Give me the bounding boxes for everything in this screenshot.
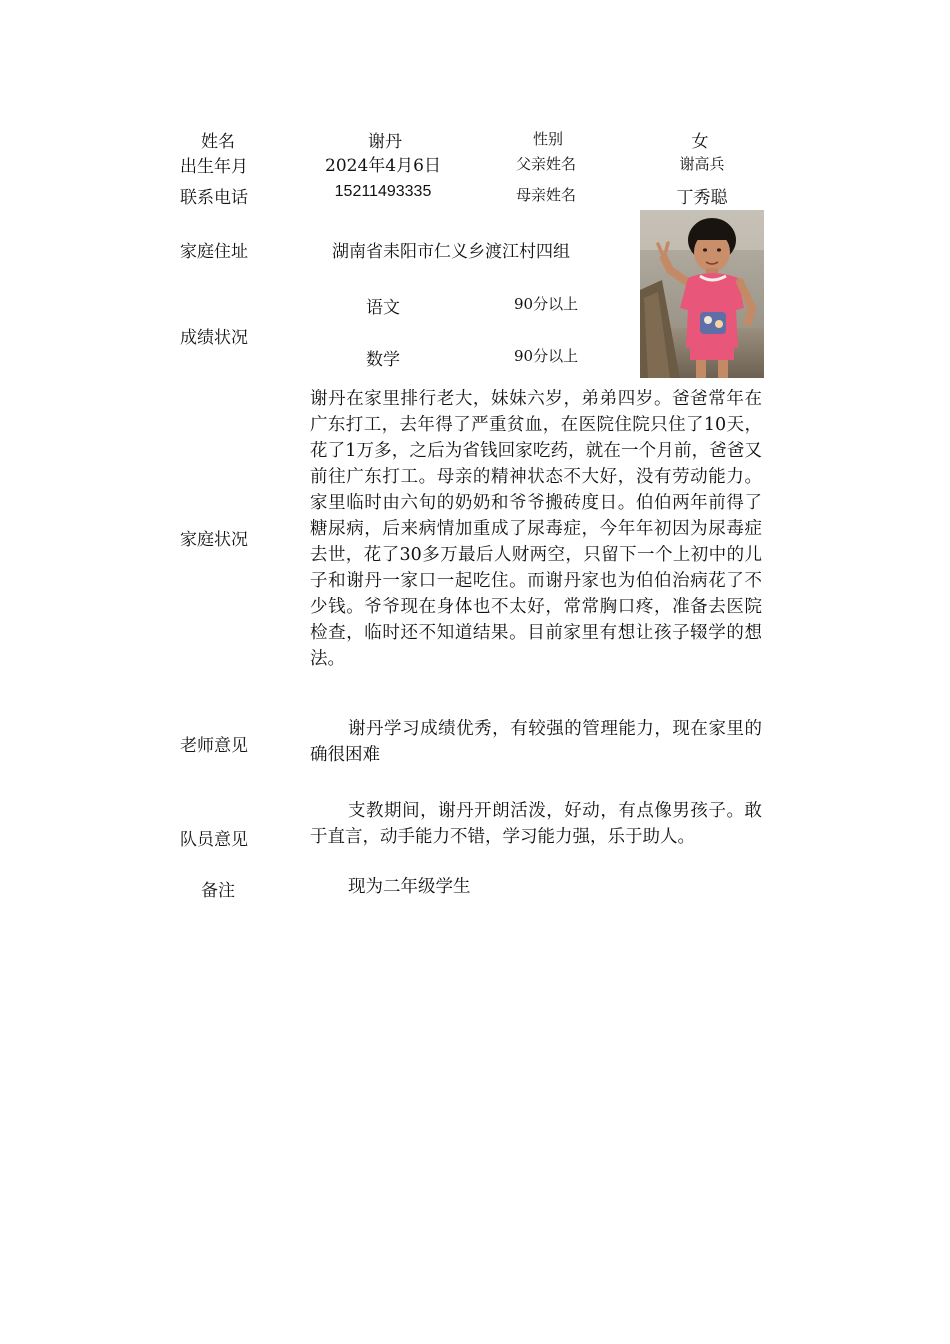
score-chinese: 90分以上 [514, 295, 579, 313]
teacher-text: 谢丹学习成绩优秀，有较强的管理能力，现在家里的确很困难 [310, 719, 762, 765]
mother-label: 母亲姓名 [516, 186, 577, 204]
remarks-label: 备注 [201, 881, 235, 901]
mother-value: 丁秀聪 [676, 188, 728, 208]
family-label: 家庭状况 [180, 530, 248, 550]
address-label: 家庭住址 [180, 242, 248, 262]
birth-label: 出生年月 [180, 157, 248, 177]
father-value: 谢高兵 [679, 155, 725, 173]
family-text: 谢丹在家里排行老大，妹妹六岁，弟弟四岁。爸爸常年在广东打工，去年得了严重贫血，在医院住院只住了10天，花了1万多，之后为省钱回家吃药，就在一个月前，爸爸又前往广东打工。母亲的精神状态不大好，没有劳动能力。家里临时由六旬的奶奶和爷爷搬砖度日。伯伯两年前得了糖尿病，后来病情加重成了尿毒症，今年年初因为尿毒症去世，花了30多万最后人财两空，只留下一个上初中的儿子和谢丹一家口一起吃住。而谢丹家也为伯伯治病花了不少钱。爷爷现在身体也不太好，常常胸口疼，准备去医院检查，临时还不知道结果。目前家里有想让孩子辍学的想法。 [310, 389, 762, 669]
remarks-text: 现为二年级学生 [348, 877, 471, 897]
father-label: 父亲姓名 [516, 155, 577, 173]
gender-value: 女 [691, 132, 709, 152]
name-label: 姓名 [201, 132, 235, 152]
birth-value: 2024年4月6日 [325, 156, 441, 176]
volunteer-text: 支教期间，谢丹开朗活泼，好动，有点像男孩子。敢于直言，动手能力不错，学习能力强，乐于助人。 [310, 801, 762, 847]
phone-value: 15211493335 [334, 183, 432, 200]
subject-math: 数学 [366, 350, 400, 370]
teacher-label: 老师意见 [180, 736, 248, 756]
volunteer-label: 队员意见 [180, 830, 248, 850]
score-math: 90分以上 [514, 347, 579, 365]
student-photo [640, 210, 764, 378]
phone-label: 联系电话 [180, 188, 248, 208]
name-value: 谢丹 [368, 132, 402, 152]
gender-label: 性别 [532, 130, 563, 148]
address-value: 湖南省耒阳市仁义乡渡江村四组 [332, 242, 570, 262]
grades-label: 成绩状况 [180, 328, 248, 348]
subject-chinese: 语文 [366, 298, 400, 318]
